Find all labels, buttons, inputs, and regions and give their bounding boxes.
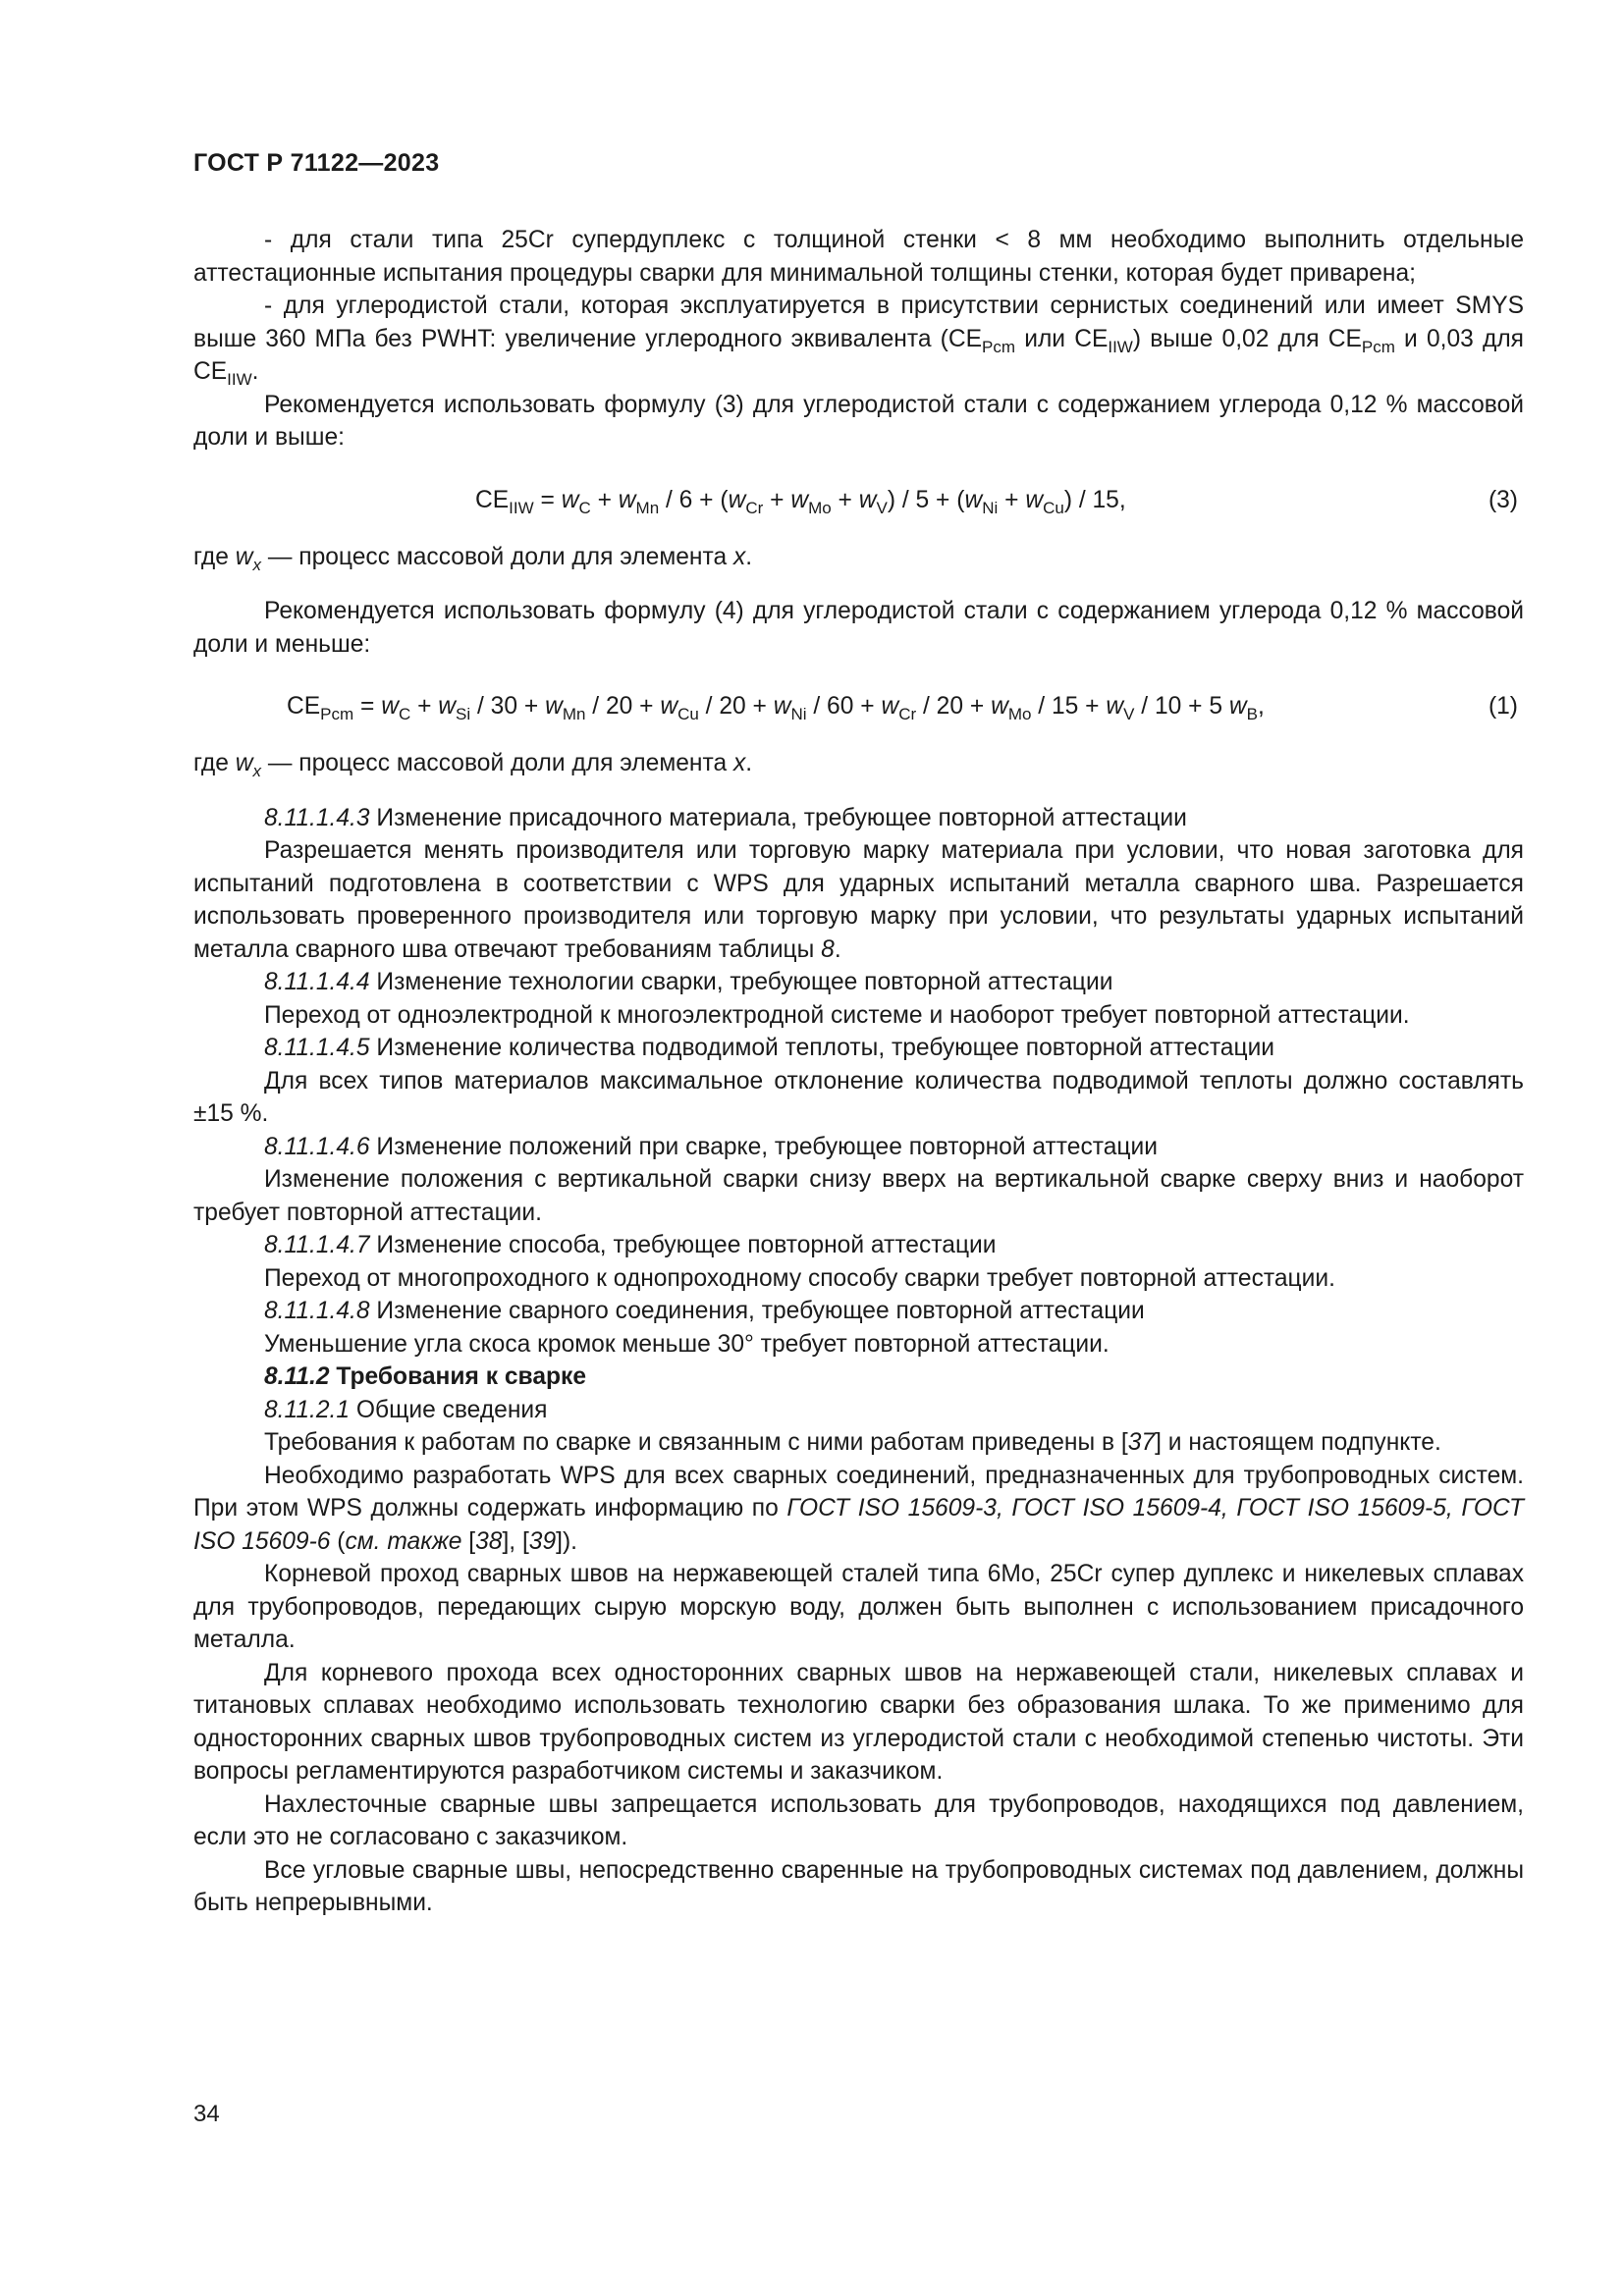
- section-heading: 8.11.1.4.3 Изменение присадочного материала, требующее повторной аттестации: [264, 804, 1187, 831]
- paragraph: Для корневого прохода всех односторонних сварных швов на нержавеющей стали, никелевых сплавах и титановых сплавах необходимо использовать технологию сварки без образования шлака. То же применимо для односторонних сварных швов трубопроводных систем из углеродистой стали с необходимой степенью чистоты. Эти вопросы регламентируются разработчиком системы и заказчиком.: [193, 1659, 1524, 1785]
- section-heading: 8.11.1.4.6 Изменение положений при сварке, требующее повторной аттестации: [264, 1133, 1158, 1160]
- formula-number: (1): [1488, 693, 1518, 720]
- document-body: [193, 224, 1524, 1920]
- paragraph: Требования к работам по сварке и связанным с ними работам приведены в [37] и настоящем подпункте.: [264, 1429, 1441, 1456]
- paragraph: Рекомендуется использовать формулу (3) для углеродистой стали с содержанием углерода 0,12 % массовой доли и выше:: [193, 391, 1524, 451]
- paragraph: Нахлесточные сварные швы запрещается использовать для трубопроводов, находящихся под давлением, если это не согласовано с заказчиком.: [193, 1790, 1524, 1850]
- formula-expression: $CE_{IIW} = w_C + w_{Mn} / 6 + (w_{Cr} + w_{Mo} + w_V) / 5 + (w_{Ni} + w_{Cu}) / 15$,: [475, 486, 1126, 517]
- section-heading: 8.11.1.4.5 Изменение количества подводимой теплоты, требующее повторной аттестации: [264, 1035, 1275, 1061]
- paragraph: Для всех типов материалов максимальное отклонение количества подводимой теплоты должно составлять ±15 %.: [193, 1067, 1524, 1127]
- paragraph: Изменение положения с вертикальной сварки снизу вверх на вертикальной сварке сверху вниз и наоборот требует повторной аттестации.: [193, 1166, 1524, 1226]
- section-heading: 8.11.1.4.8 Изменение сварного соединения, требующее повторной аттестации: [264, 1298, 1145, 1324]
- section-heading: 8.11.1.4.7 Изменение способа, требующее повторной аттестации: [264, 1232, 997, 1258]
- formula-3: [193, 480, 1524, 521]
- paragraph: Переход от многопроходного к однопроходному способу сварки требует повторной аттестации.: [264, 1264, 1335, 1292]
- formula-legend: где $w_x$ — процесс массовой доли для элемента x.: [193, 750, 753, 780]
- formula-4: [193, 686, 1524, 727]
- paragraph: Разрешается менять производителя или торговую марку материала при условии, что новая заготовка для испытаний подготовлена в соответствии с WPS для ударных испытаний металла сварного шва. Разрешается использовать проверенного производителя или торговую марку при условии, что результаты ударных испытаний металла сварного шва отвечают требованиям таблицы 8.: [193, 837, 1524, 963]
- formula-legend: где $w_x$ — процесс массовой доли для элемента x.: [193, 543, 753, 574]
- document-header: ГОСТ Р 71122—2023: [193, 149, 440, 177]
- page-number: 34: [193, 2101, 220, 2127]
- paragraph: Корневой проход сварных швов на нержавеющей сталей типа 6Mo, 25Cr супер дуплекс и никелевых сплавах для трубопроводов, передающих сырую морскую воду, должен быть выполнен с использованием присадочного металла.: [193, 1561, 1524, 1653]
- formula-number: (3): [1488, 486, 1518, 513]
- paragraph: Все угловые сварные швы, непосредственно сваренные на трубопроводных системах под давлением, должны быть непрерывными.: [193, 1856, 1524, 1916]
- paragraph: Уменьшение угла скоса кромок меньше 30° требует повторной аттестации.: [264, 1330, 1110, 1358]
- subsection-heading: 8.11.2 Требования к сварке: [264, 1363, 587, 1390]
- formula-expression: $CE_{Pcm} = w_C + w_{Si} / 30 + w_{Mn} / 20 + w_{Cu} / 20 + w_{Ni} / 60 + w_{Cr} / 20 + w_{Mo} / 15 + w_V / 10 + 5$ $w_B$,: [287, 693, 1265, 723]
- section-heading: 8.11.2.1 Общие сведения: [264, 1396, 548, 1423]
- paragraph: Переход от одноэлектродной к многоэлектродной системе и наоборот требует повторной аттестации.: [264, 1001, 1410, 1029]
- section-heading: 8.11.1.4.4 Изменение технологии сварки, требующее повторной аттестации: [264, 969, 1113, 995]
- list-item: - для углеродистой стали, которая эксплуатируется в присутствии сернистых соединений или имеет SMYS выше 360 МПа без PWHT: увеличение углеродного эквивалента ($CE_{Pcm}$ или $CE_{IIW}$) выше 0,02 для $CE_{Pcm}$ и 0,03 для $CE_{IIW}$.: [193, 293, 1524, 389]
- list-item: - для стали типа 25Cr супердуплекс с толщиной стенки < 8 мм необходимо выполнить отдельные аттестационные испытания процедуры сварки для минимальной толщины стенки, которая будет приварена;: [193, 227, 1524, 287]
- paragraph: Необходимо разработать WPS для всех сварных соединений, предназначенных для трубопроводных систем. При этом WPS должны содержать информацию по ГОСТ ISO 15609-3, ГОСТ ISO 15609-4, ГОСТ ISO 15609-5, ГОСТ ISO 15609-6 (см. также [38], [39]).: [193, 1462, 1524, 1555]
- paragraph: Рекомендуется использовать формулу (4) для углеродистой стали с содержанием углерода 0,12 % массовой доли и меньше:: [193, 598, 1524, 658]
